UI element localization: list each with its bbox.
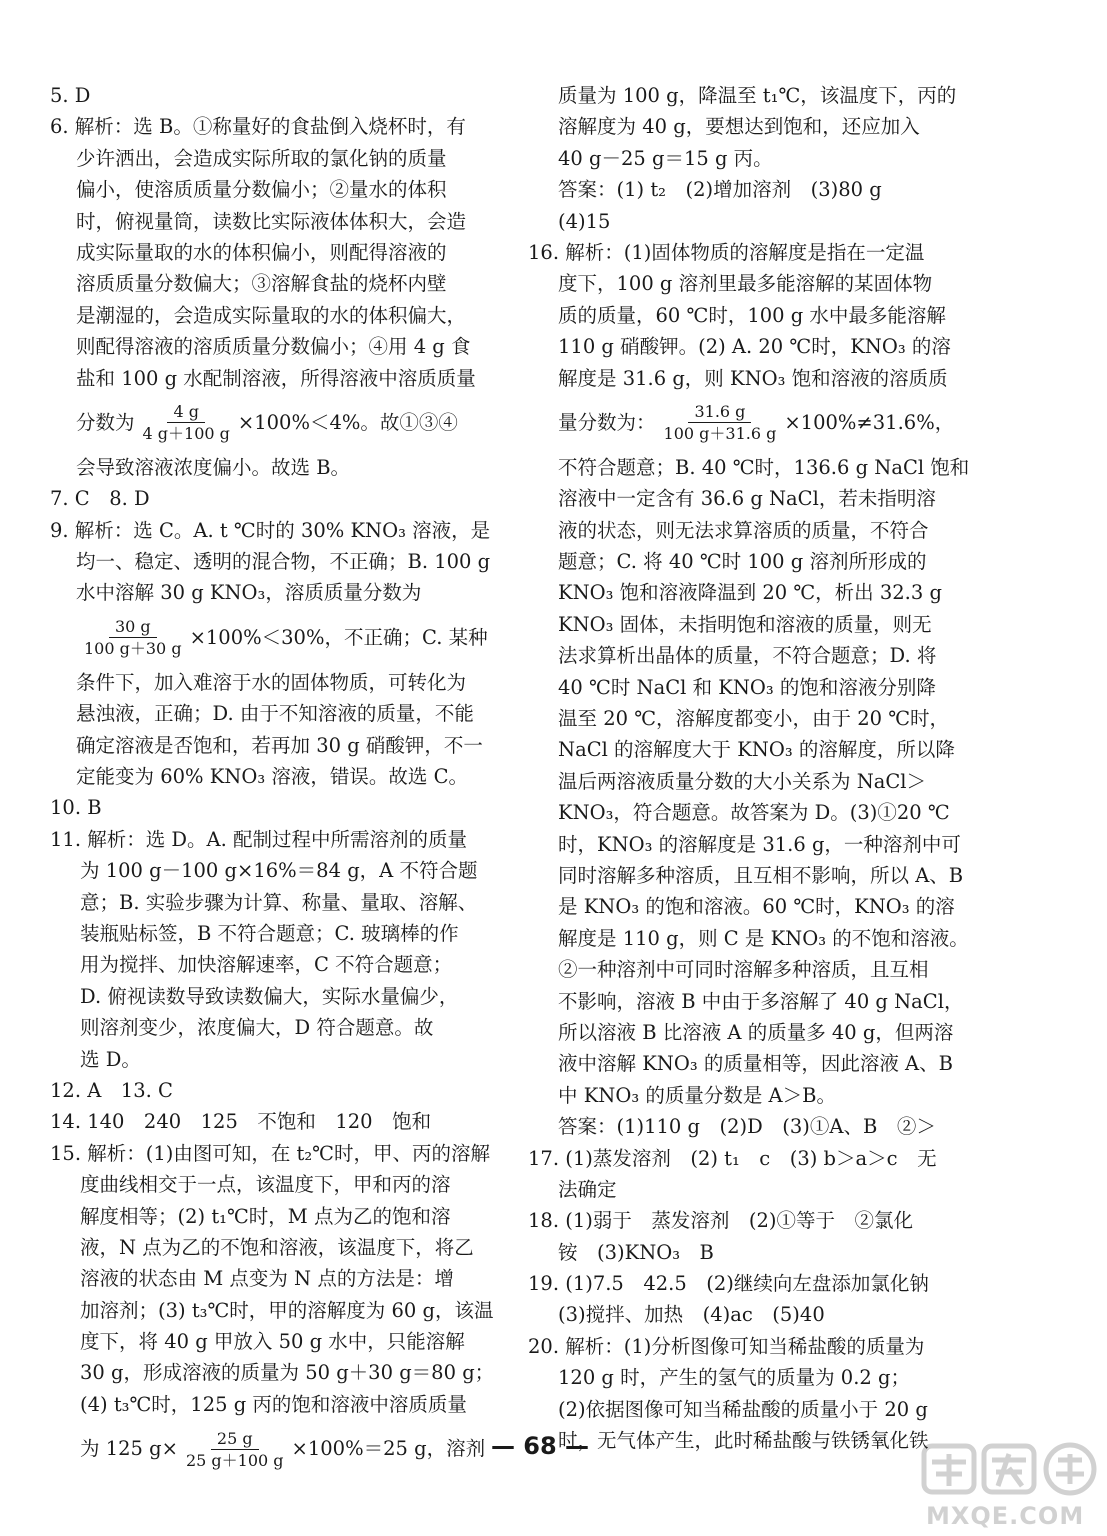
answer-line: 度下，100 g 溶剂里最多能溶解的某固体物 [558, 272, 933, 296]
answer-line: 液，N 点为乙的不饱和溶液，该温度下，将乙 [80, 1235, 474, 1259]
answer-line: ②一种溶剂中可同时溶解多种溶质，且互相 [558, 958, 929, 982]
fraction-line: $\frac{30 g}{100 g+30 g}$ ×100%＜30%，不正确；C. 某种 [50, 609, 520, 667]
answer-line: 液的状态，则无法求算溶质的质量，不符合 [558, 518, 929, 542]
fraction-line: 为 125 g× $\frac{25 g}{25 g+100 g}$ ×100%＝25 g，溶剂 [80, 1428, 486, 1470]
answer-line: 质的质量，60 ℃时，100 g 水中最多能溶解 [558, 303, 946, 327]
answer-line: 6. 解析：选 B。①称量好的食盐倒入烧杯时，有 [50, 115, 466, 139]
answer-line: 时，KNO₃ 的溶解度是 31.6 g，一种溶剂中可 [558, 832, 961, 856]
answer-line: 液中溶解 KNO₃ 的质量相等，因此溶液 A、B [558, 1052, 953, 1076]
answer-line: 14. 140 240 125 不饱和 120 饱和 [50, 1110, 432, 1134]
answer-line: 质量为 100 g，降温至 t₁℃，该温度下，丙的 [558, 84, 957, 107]
answer-line: 解度是 110 g，则 C 是 KNO₃ 的不饱和溶液。 [558, 926, 969, 950]
answer-line: 溶质质量分数偏大；③溶解食盐的烧杯内壁 [76, 272, 447, 296]
answer-line: (4)15 [558, 209, 611, 233]
answer-line: 溶液的状态由 M 点变为 N 点的方法是：增 [80, 1267, 454, 1291]
answer-line: 意；B. 实验步骤为计算、称量、量取、溶解、 [80, 890, 478, 914]
right-column [528, 80, 980, 1456]
answer-line: 铵 (3)KNO₃ B [558, 1240, 714, 1264]
answer-line: 成实际量取的水的体积偏小，则配得溶液的 [76, 240, 447, 264]
answer-line: 加溶剂；(3) t₃℃时，甲的溶解度为 60 g，该温 [80, 1298, 494, 1322]
answer-line: 定能变为 60% KNO₃ 溶液，错误。故选 C。 [76, 765, 468, 789]
answer-line: D. 俯视读数导致读数偏大，实际水量偏少， [80, 984, 459, 1008]
answer-line: (4) t₃℃时，125 g 丙的饱和溶液中溶质质量 [80, 1392, 467, 1416]
answer-line: 所以溶液 B 比溶液 A 的质量多 40 g，但两溶 [558, 1020, 954, 1044]
answer-line: (2)依据图像可知当稀盐酸的质量小于 20 g [558, 1397, 928, 1421]
page-number: — 68 — [490, 1432, 590, 1460]
answer-line: 用为搅拌、加快溶解速率，C 不符合题意； [80, 953, 453, 977]
fraction-line: 分数为 $\frac{4 g}{4 g+100 g}$ ×100%＜4%。故①③④ [76, 402, 458, 444]
answer-line: 40 g－25 g＝15 g 丙。 [558, 146, 773, 170]
answer-line: 15. 解析：(1)由图可知，在 t₂℃时，甲、丙的溶解 [50, 1141, 490, 1165]
answer-line: 盐和 100 g 水配制溶液，所得溶液中溶质质量 [76, 366, 476, 390]
answer-line: KNO₃，符合题意。故答案为 D。(3)①20 ℃ [558, 801, 950, 825]
answer-label-line: 答案：(1) t₂ (2)增加溶剂 (3)80 g [558, 178, 882, 202]
answer-line: 5. D [50, 84, 91, 107]
answer-line: 装瓶贴标签，B 不符合题意；C. 玻璃棒的作 [80, 921, 459, 945]
answer-line: 7. C 8. D [50, 487, 150, 511]
answer-line: 题意；C. 将 40 ℃时 100 g 溶剂所形成的 [558, 550, 927, 574]
answer-line: 则溶剂变少，浓度偏大，D 符合题意。故 [80, 1016, 434, 1040]
answer-line: 法求算析出晶体的质量，不符合题意；D. 将 [558, 644, 937, 668]
answer-line: 时，无气体产生，此时稀盐酸与铁锈氧化铁 [558, 1429, 929, 1453]
watermark-url: MXQE.COM [926, 1502, 1085, 1530]
answer-line: 是潮湿的，会造成实际量取的水的体积偏大， [76, 303, 467, 327]
answer-line: 为 100 g－100 g×16%＝84 g，A 不符合题 [80, 859, 478, 883]
answer-label-line: 答案：(1)110 g (2)D (3)①A、B ②＞ [558, 1115, 936, 1139]
fraction: $\frac{30 g}{100 g+30 g}$ [84, 617, 182, 659]
answer-line: 水中溶解 30 g KNO₃，溶质质量分数为 [76, 581, 422, 605]
answer-line: 选 D。 [80, 1047, 141, 1071]
answer-line: NaCl 的溶解度大于 KNO₃ 的溶解度，所以降 [558, 738, 955, 762]
answer-line: 解度是 31.6 g，则 KNO₃ 饱和溶液的溶质质 [558, 366, 948, 390]
answer-line: 少许洒出，会造成实际所取的氯化钠的质量 [76, 146, 447, 170]
answer-line: 均一、稳定、透明的混合物，不正确；B. 100 g [76, 550, 491, 574]
answer-line: 度下，将 40 g 甲放入 50 g 水中，只能溶解 [80, 1330, 465, 1354]
answer-line: 溶解度为 40 g，要想达到饱和，还应加入 [558, 115, 920, 139]
answer-line: 条件下，加入难溶于水的固体物质，可转化为 [76, 670, 467, 694]
answer-line: 确定溶液是否饱和，若再加 30 g 硝酸钾，不一 [76, 733, 483, 757]
answer-line: KNO₃ 固体，未指明饱和溶液的质量，则无 [558, 612, 932, 636]
answer-line: 18. (1)弱于 蒸发溶剂 (2)①等于 ②氯化 [528, 1209, 913, 1233]
answer-line: 19. (1)7.5 42.5 (2)继续向左盘添加氯化钠 [528, 1272, 929, 1296]
answer-line: 110 g 硝酸钾。(2) A. 20 ℃时，KNO₃ 的溶 [558, 335, 951, 359]
answer-line: 会导致溶液浓度偏小。故选 B。 [76, 455, 351, 479]
watermark-logo [920, 1440, 1100, 1532]
answer-line: 悬浊液，正确；D. 由于不知溶液的质量，不能 [76, 702, 474, 726]
answer-line: 温后两溶液质量分数的大小关系为 NaCl＞ [558, 769, 927, 793]
answer-line: 则配得溶液的溶质质量分数偏小；④用 4 g 食 [76, 335, 471, 359]
answer-line: (3)搅拌、加热 (4)ac (5)40 [558, 1303, 825, 1327]
answer-line: 10. B [50, 796, 102, 820]
answer-line: 16. 解析：(1)固体物质的溶解度是指在一定温 [528, 240, 925, 264]
answer-line: KNO₃ 饱和溶液降温到 20 ℃，析出 32.3 g [558, 581, 942, 605]
answer-line: 是 KNO₃ 的饱和溶液。60 ℃时，KNO₃ 的溶 [558, 895, 955, 919]
answer-line: 解度相等；(2) t₁℃时，M 点为乙的饱和溶 [80, 1204, 451, 1228]
answer-line: 不符合题意；B. 40 ℃时，136.6 g NaCl 饱和 [558, 455, 970, 479]
answer-line: 度曲线相交于一点，该温度下，甲和丙的溶 [80, 1173, 451, 1197]
answer-line: 时，俯视量筒，读数比实际液体体积大，会造 [76, 209, 467, 233]
answer-line: 30 g，形成溶液的质量为 50 g＋30 g＝80 g； [80, 1361, 495, 1385]
fraction: $\frac{4 g}{4 g+100 g}$ [142, 402, 230, 444]
answer-line: 20. 解析：(1)分析图像可知当稀盐酸的质量为 [528, 1334, 925, 1358]
answer-line: 温至 20 ℃，溶解度都变小，由于 20 ℃时， [558, 707, 950, 731]
answer-line: 偏小，使溶质质量分数偏小；②量水的体积 [76, 178, 447, 202]
left-column [50, 80, 520, 1478]
answer-line: 同时溶解多种溶质，且互相不影响，所以 A、B [558, 863, 964, 887]
watermark-logo-icon [920, 1440, 1100, 1500]
answer-line: 不影响，溶液 B 中由于多溶解了 40 g NaCl， [558, 989, 964, 1013]
answer-line: 中 KNO₃ 的质量分数是 A＞B。 [558, 1083, 836, 1107]
fraction: $\frac{25 g}{25 g+100 g}$ [185, 1428, 284, 1470]
answer-line: 40 ℃时 NaCl 和 KNO₃ 的饱和溶液分别降 [558, 675, 936, 699]
answer-line: 11. 解析：选 D。A. 配制过程中所需溶剂的质量 [50, 827, 468, 851]
fraction-line: 量分数为： $\frac{31.6 g}{100 g+31.6 g}$ ×100%≠31.6%， [558, 402, 955, 444]
fraction: $\frac{31.6 g}{100 g+31.6 g}$ [663, 402, 777, 444]
answer-line: 法确定 [558, 1177, 617, 1201]
answer-line: 12. A 13. C [50, 1078, 173, 1102]
answer-line: 17. (1)蒸发溶剂 (2) t₁ c (3) b＞a＞c 无 [528, 1146, 937, 1170]
answer-line: 9. 解析：选 C。A. t ℃时的 30% KNO₃ 溶液，是 [50, 518, 491, 542]
answer-line: 120 g 时，产生的氢气的质量为 0.2 g； [558, 1366, 910, 1390]
answer-line: 溶液中一定含有 36.6 g NaCl，若未指明溶 [558, 487, 936, 511]
